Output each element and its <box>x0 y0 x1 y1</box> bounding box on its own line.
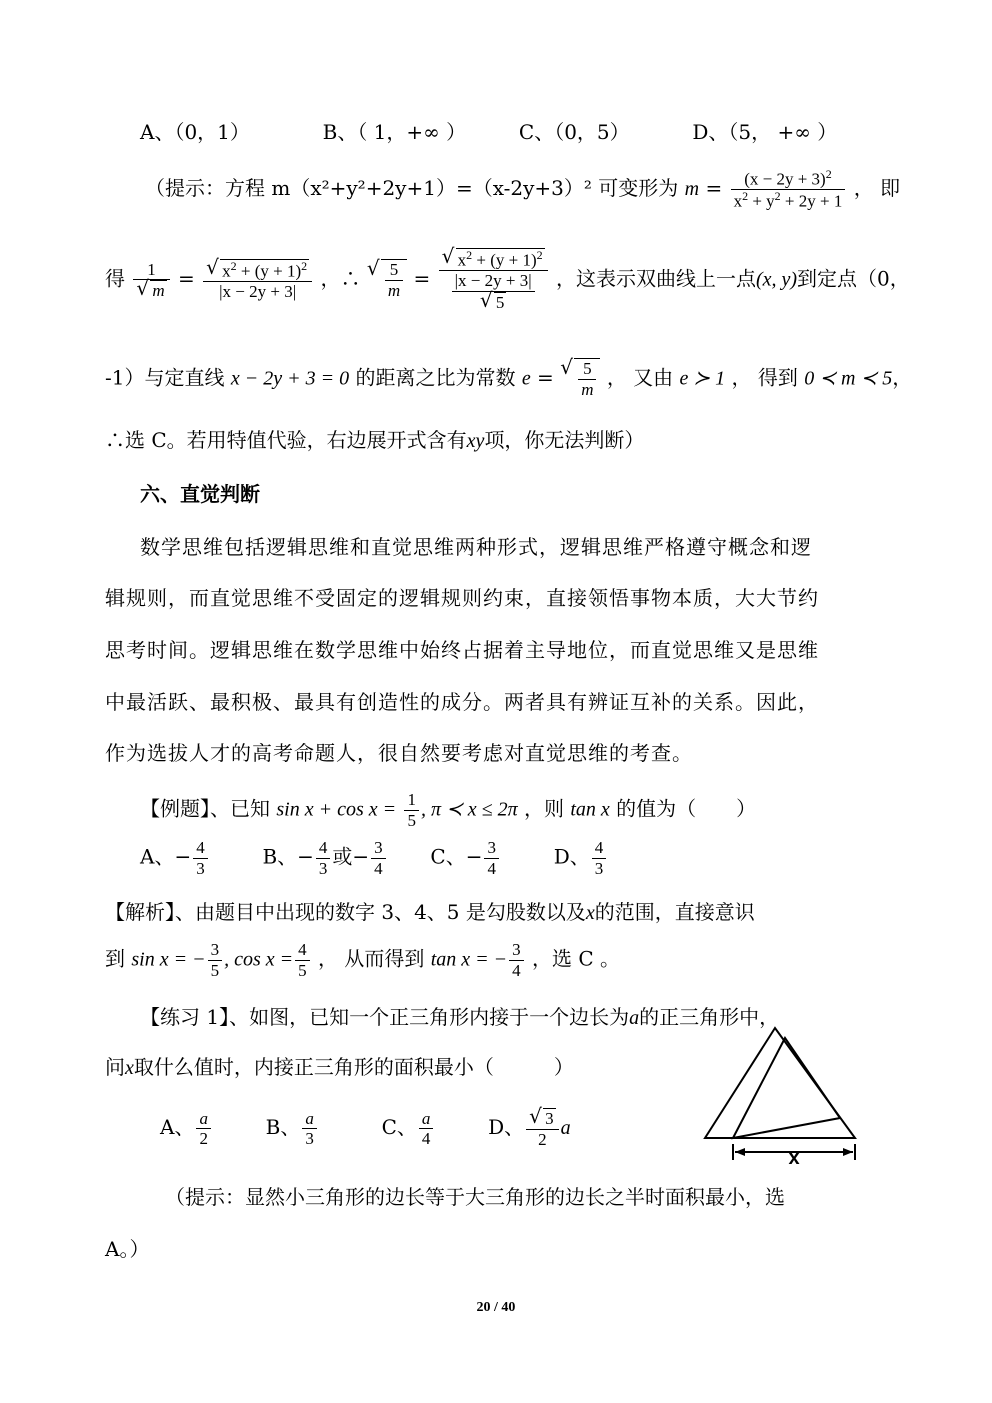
practice-options: A、 $\frac{a}{2}$ B、 $\frac{a}{3}$ C、 $\frac{a}{4}$ D、 √ $\frac{3}{2}$ a <box>160 1108 571 1149</box>
option-d: D、（5， +∞ ） <box>692 120 838 144</box>
options-row-1 <box>140 120 837 144</box>
paragraph-line-2: 辑规则，而直觉思维不受固定的逻辑规则约束，直接领悟事物本质，大大节约 <box>105 586 819 610</box>
x-label: x <box>788 1147 800 1169</box>
example-question: 【例题】、已知 sin x + cos x = $\frac{1}{5}$ , π ≺ x ≤ 2π ，则 tan x 的值为（ ） <box>140 790 757 830</box>
inner-triangle <box>733 1038 840 1138</box>
option-a: A、（0，1） <box>140 120 250 144</box>
practice-line-1: 【练习 1】、如图，已知一个正三角形内接于一个边长为a的正三角形中， <box>140 1005 780 1029</box>
paragraph-line-3: 思考时间。逻辑思维在数学思维中始终占据着主导地位，而直觉思维又是思维 <box>105 638 819 662</box>
hint-line-4: ∴选 C。若用特值代验，右边展开式含有xy项，你无法判断） <box>105 428 645 452</box>
paragraph-line-1: 数学思维包括逻辑思维和直觉思维两种形式，逻辑思维严格遵守概念和逻 <box>140 535 812 559</box>
example-options: A、− $\frac{4}{3}$ B、− $\frac{4}{3}$ 或− $\frac{3}{4}$ C、− $\frac{3}{4}$ D、 $\frac{4}{3}$ <box>140 838 608 878</box>
practice-hint-2: A。） <box>105 1237 150 1261</box>
hint-line-1: （提示：方程 m（x²+y²+2y+1）=（x-2y+3）² 可变形为 m = $\frac{(x - 2y + 3)^2}{x^2 + y^2 + 2y + 1}$ ， 即 <box>145 167 901 211</box>
paragraph-line-5: 作为选拔人才的高考命题人，很自然要考虑对直觉思维的考查。 <box>105 741 693 765</box>
hint-line-3: -1）与定直线 x − 2y + 3 = 0 的距离之比为常数 e = √ $\frac{5}{m}$ ， 又由 e ≻ 1 ， 得到 0 ≺ m ≺ 5， <box>105 358 912 399</box>
outer-triangle <box>705 1028 855 1138</box>
triangle-figure <box>700 1020 865 1170</box>
page-number: 20 / 40 <box>476 1300 516 1315</box>
solution-line-2: 到 sin x = − $\frac{3}{5}$ , cos x = $\frac{4}{5}$ ， 从而得到 tan x = − $\frac{3}{4}$ ，选 C 。 <box>105 940 621 980</box>
option-b: B、（ 1，+∞ ） <box>322 120 467 144</box>
practice-line-2: 问x取什么值时，内接正三角形的面积最小（ ） <box>105 1055 574 1079</box>
practice-hint-1: （提示：显然小三角形的边长等于大三角形的边长之半时面积最小，选 <box>165 1185 785 1209</box>
fraction-m: $\frac{(x - 2y + 3)^2}{x^2 + y^2 + 2y + 1}$ <box>731 168 846 211</box>
section-heading: 六、直觉判断 <box>140 482 260 506</box>
paragraph-line-4: 中最活跃、最积极、最具有创造性的成分。两者具有辨证互补的关系。因此， <box>105 690 819 714</box>
option-c: C、（0，5） <box>518 120 630 144</box>
solution-line-1: 【解析】、由题目中出现的数字 3、4、5 是勾股数以及x的范围，直接意识 <box>105 900 755 924</box>
hint-line-2: 得 1 √ m = √ $\frac{x^2 + (y + 1)^2}{|x - 2y + 3|}$ ，∴ √ $\frac{5}{m}$ = √ $x^2 + (y + 1)^2$ |x − 2y + 3| √ 5 ，这表示双曲线上一点(x, y)到定点（0， <box>105 248 910 312</box>
